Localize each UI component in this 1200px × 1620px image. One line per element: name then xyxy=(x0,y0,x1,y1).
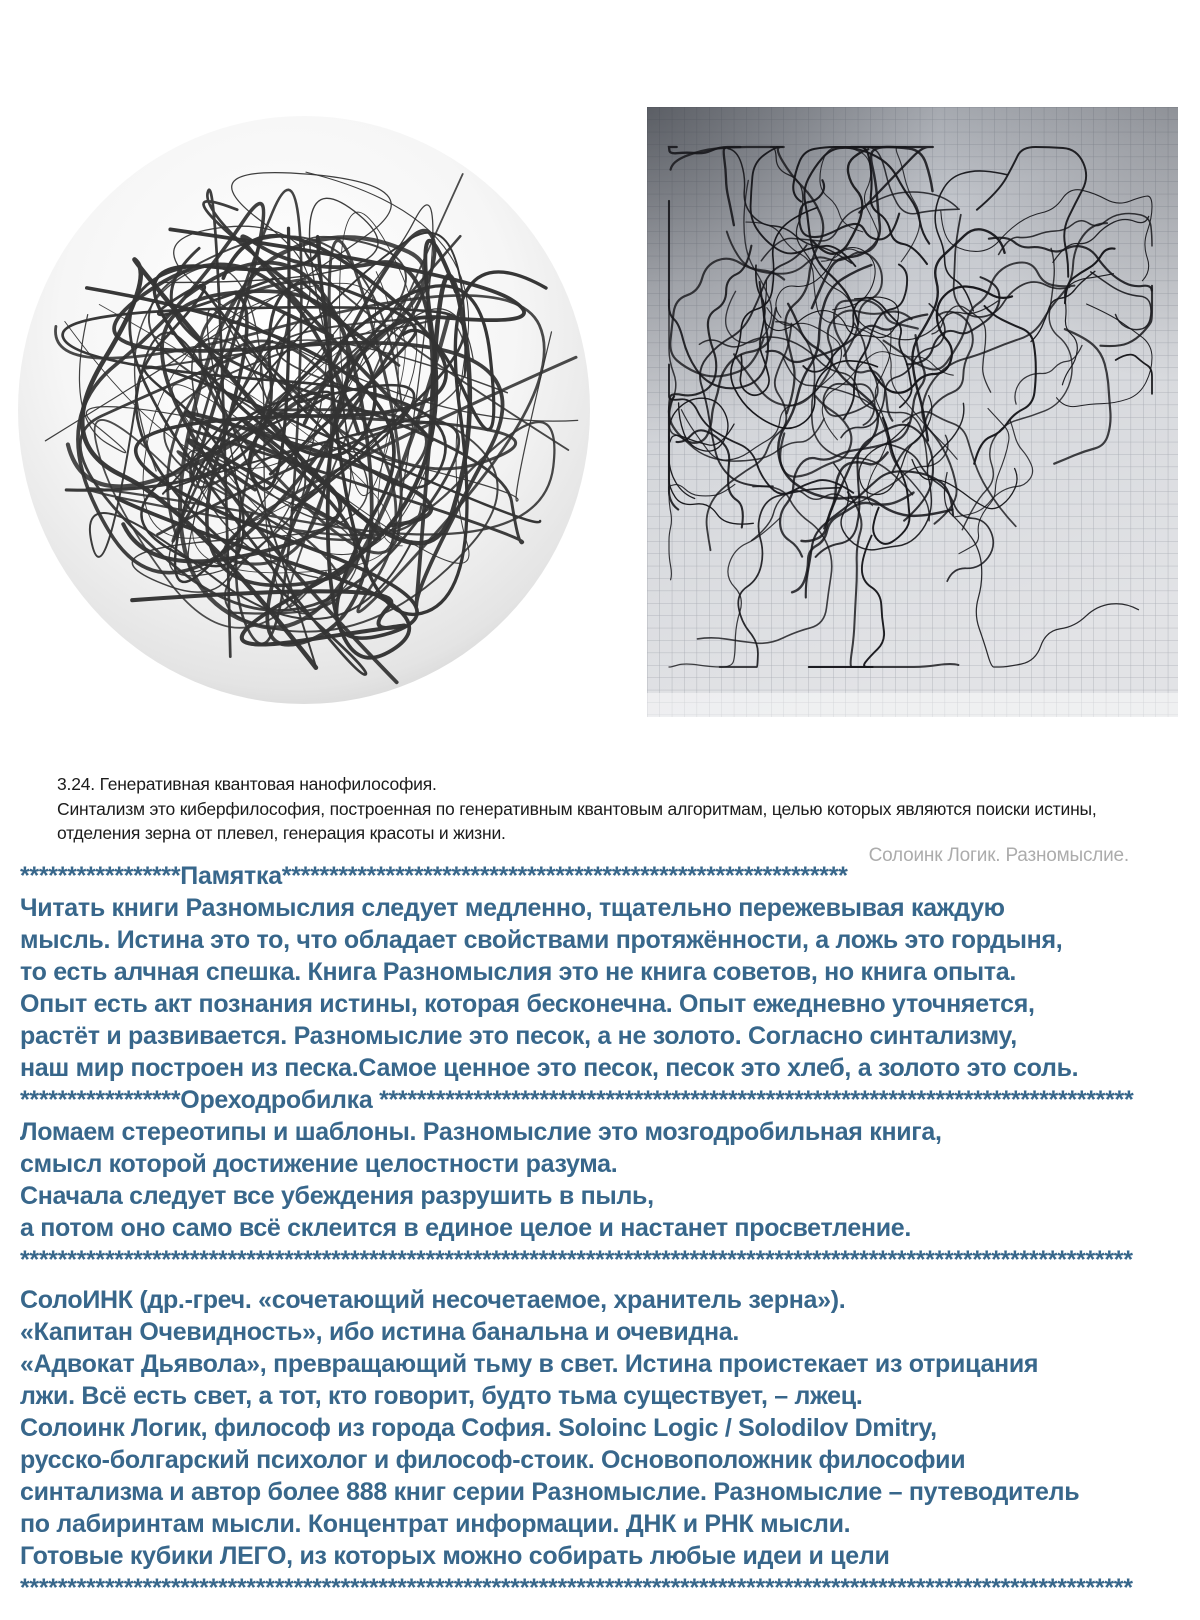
memo-section xyxy=(20,860,1190,1276)
author-section xyxy=(20,1284,1190,1604)
author-text-line: синтализма и автор более 888 книг серии Разномыслие. Разномыслие – путеводитель xyxy=(20,1478,1080,1506)
author-text-line: «Капитан Очевидность», ибо истина банальна и очевидна. xyxy=(20,1318,740,1346)
nutcracker-header-row: *****************Ореходробилка ******************************************************************************** xyxy=(20,1086,1134,1114)
author-text-line: русско-болгарский психолог и философ-стоик. Основоположник философии xyxy=(20,1446,966,1474)
author-text-line: «Адвокат Дьявола», превращающий тьму в свет. Истина проистекает из отрицания xyxy=(20,1350,1039,1378)
author-text-line: Готовые кубики ЛЕГО, из которых можно собирать любые идеи и цели xyxy=(20,1542,890,1570)
attribution-line: Солоинк Логик. Разномыслие. xyxy=(868,845,1129,866)
separator-asterisk-row: ********************************************************************************************************************** xyxy=(20,1246,1133,1274)
author-text-line: по лабиринтам мысли. Концентрат информации. ДНК и РНК мысли. xyxy=(20,1510,851,1538)
memo-text-line: Сначала следует все убеждения разрушить в пыль, xyxy=(20,1182,654,1210)
author-text-line: лжи. Всё есть свет, а тот, кто говорит, будто тьма существует, – лжец. xyxy=(20,1382,863,1410)
graph-paper-scribble-image xyxy=(647,107,1178,717)
memo-text-line: мысль. Истина это то, что обладает свойствами протяжённости, а ложь это гордыня, xyxy=(20,926,1063,954)
memo-text-line: наш мир построен из песка.Самое ценное это песок, песок это хлеб, а золото это соль. xyxy=(20,1054,1079,1082)
section-body-text: Синтализм это киберфилософия, построенная по генеративным квантовым алгоритмам, целью которых являются поиски истины, отделения зерна от плевел, генерация красоты и жизни. xyxy=(57,798,1097,843)
memo-text-line: то есть алчная спешка. Книга Разномыслия это не книга советов, но книга опыта. xyxy=(20,958,1016,986)
photo-bottom-light xyxy=(647,693,1178,717)
memo-text-line: Опыт есть акт познания истины, которая бесконечна. Опыт ежедневно уточняется, xyxy=(20,990,1035,1018)
section-caption xyxy=(57,772,1117,846)
separator-asterisk-row: ********************************************************************************************************************** xyxy=(20,1574,1133,1602)
memo-text-line: смысл которой достижение целостности разума. xyxy=(20,1150,618,1178)
memo-header-row: *****************Памятка************************************************************ xyxy=(20,862,848,890)
author-text-line: СолоИНК (др.-греч. «сочетающий несочетаемое, хранитель зерна»). xyxy=(20,1286,846,1314)
scribble-sphere-image xyxy=(14,112,594,708)
memo-text-line: растёт и развивается. Разномыслие это песок, а не золото. Согласно синтализму, xyxy=(20,1022,1017,1050)
section-heading: 3.24. Генеративная квантовая нанофилософия. xyxy=(57,774,437,794)
memo-text-line: Читать книги Разномыслия следует медленно, тщательно пережевывая каждую xyxy=(20,894,1005,922)
author-text-line: Солоинк Логик, философ из города София. Soloinc Logic / Solodilov Dmitry, xyxy=(20,1414,937,1442)
memo-text-line: Ломаем стереотипы и шаблоны. Разномыслие это мозгодробильная книга, xyxy=(20,1118,942,1146)
memo-text-line: а потом оно само всё склеится в единое целое и настанет просветление. xyxy=(20,1214,912,1242)
